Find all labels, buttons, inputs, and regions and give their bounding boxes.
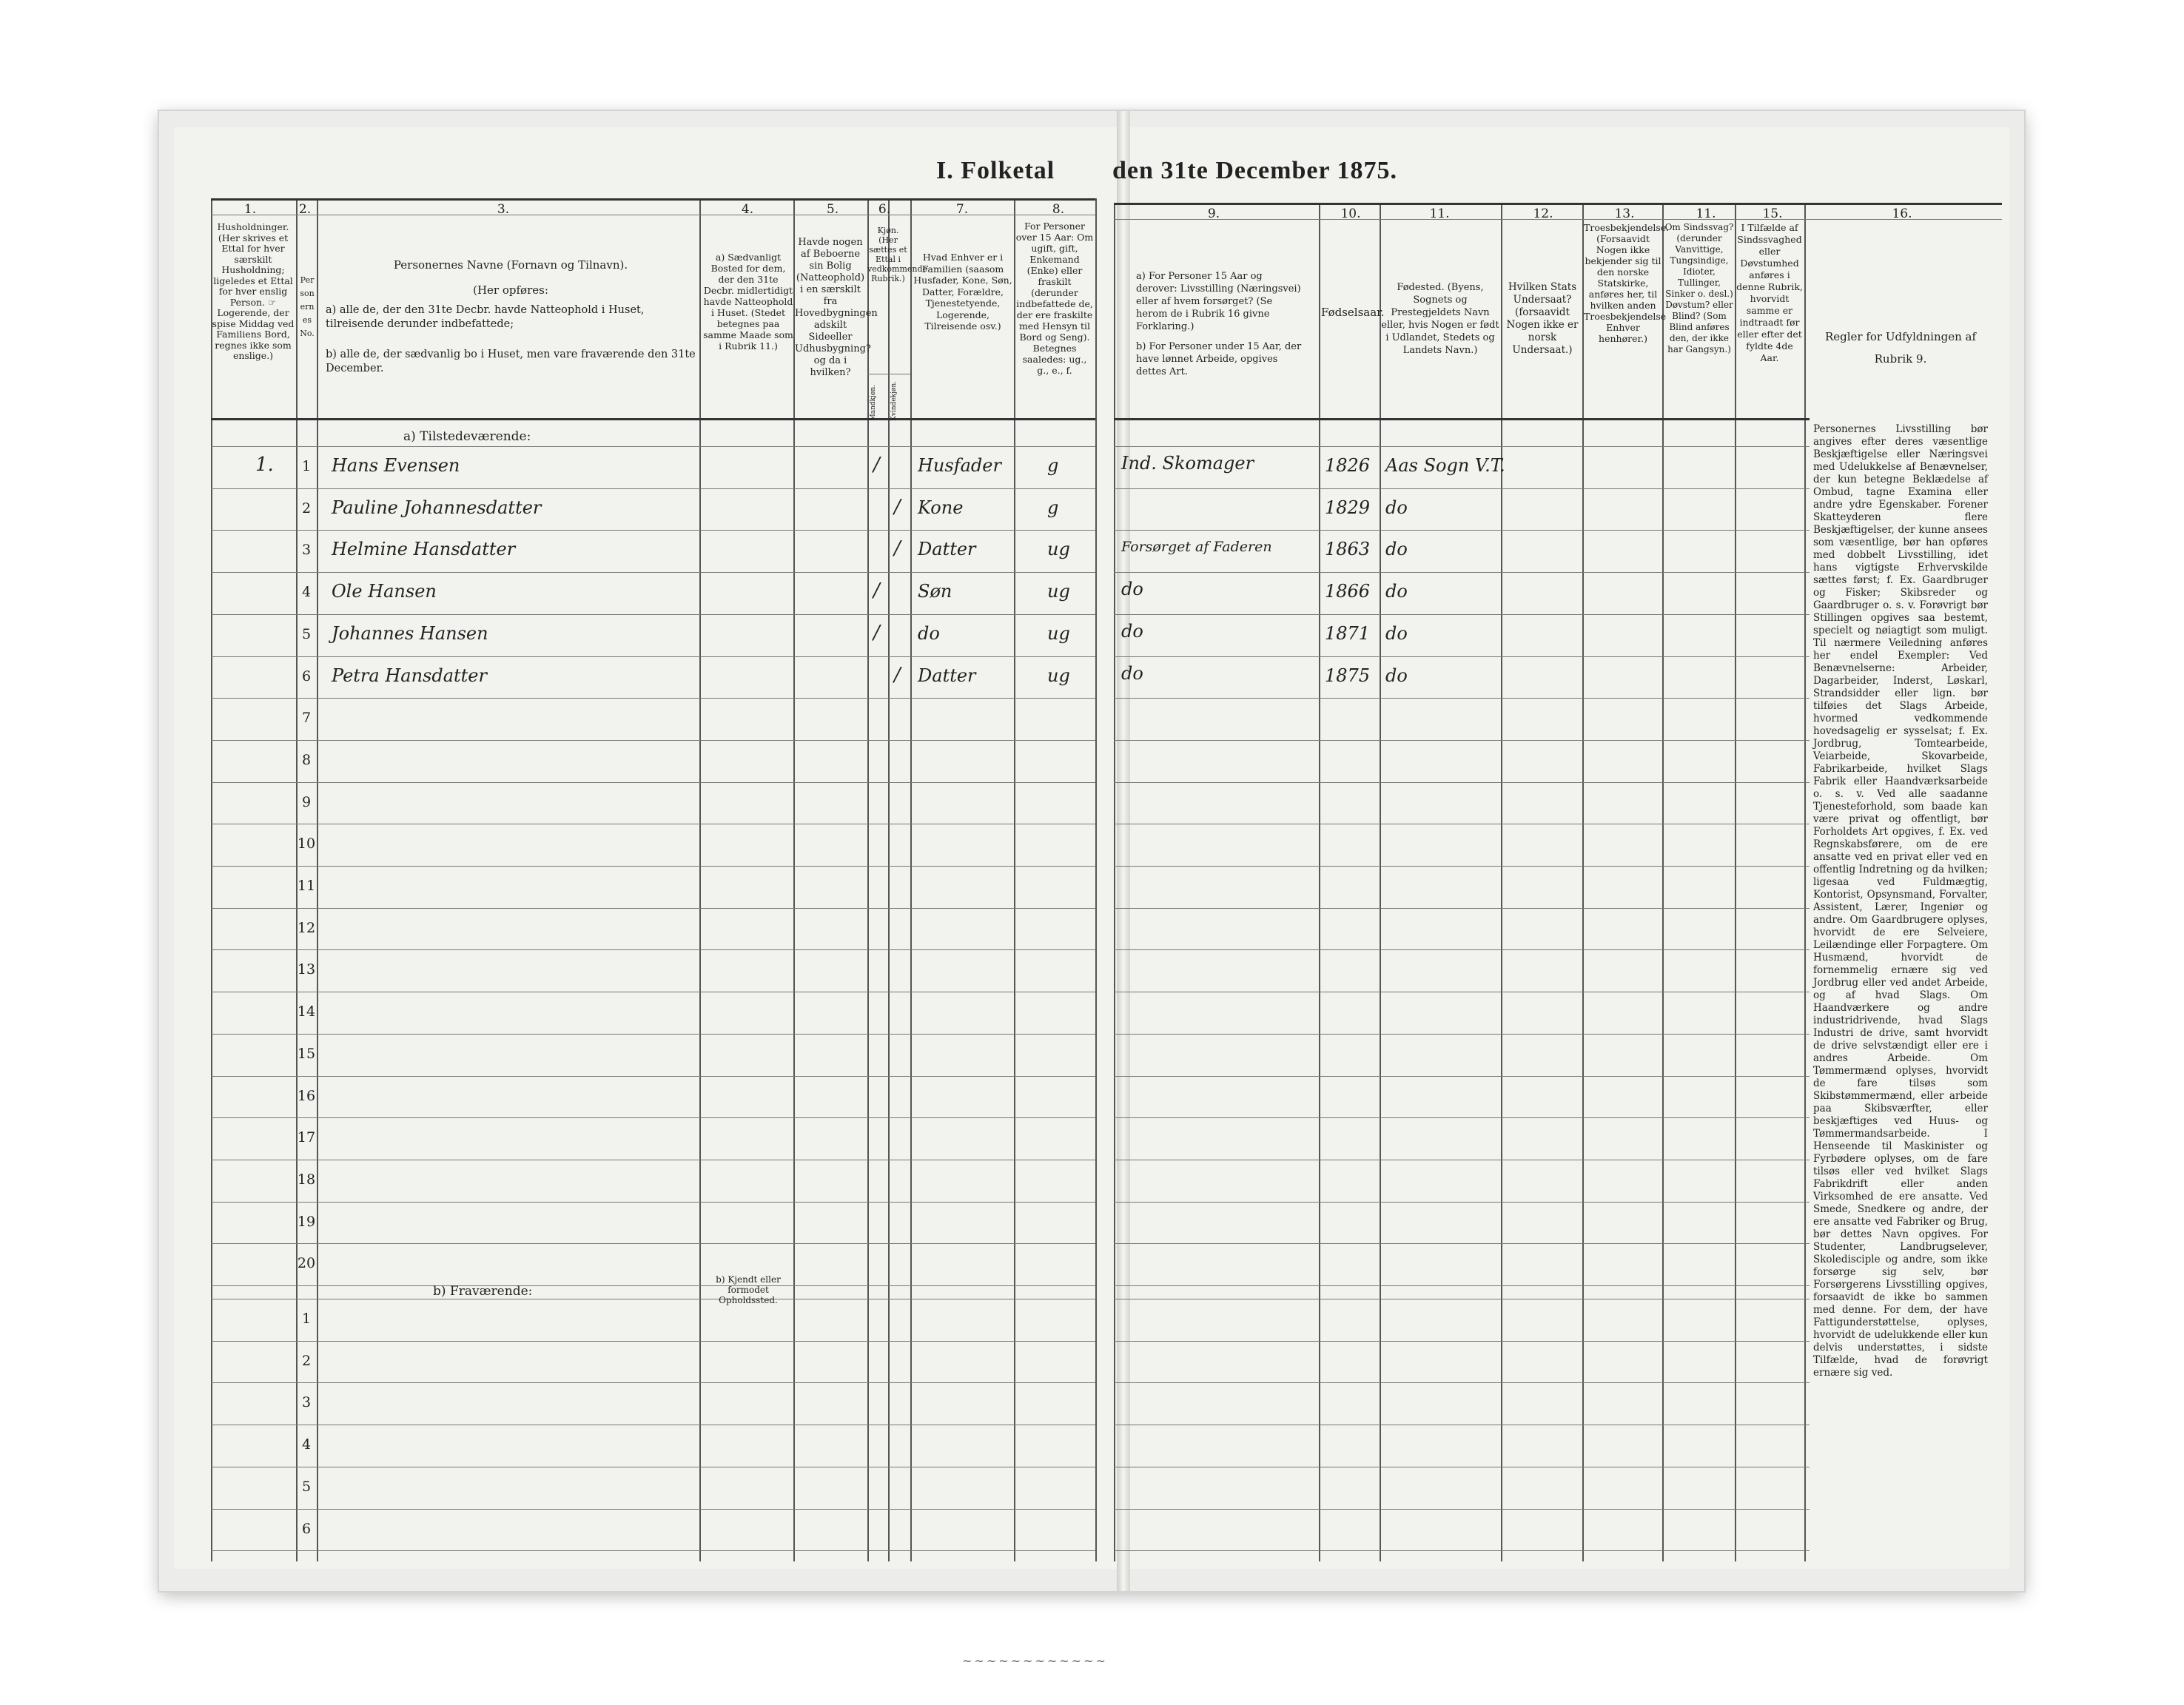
row-rule <box>211 1202 1095 1203</box>
header-birth-year: Fødselsaar. <box>1321 306 1385 319</box>
family-relation: Datter <box>918 539 976 559</box>
colnum-10: 10. <box>1340 206 1361 221</box>
row-number: 16 <box>297 1087 316 1104</box>
row-number: 15 <box>297 1045 316 1062</box>
sex-female-mark: / <box>894 664 901 686</box>
row-number: 7 <box>301 710 312 727</box>
birth-year: 1866 <box>1325 581 1371 602</box>
civil-status: ug <box>1047 665 1070 686</box>
row-rule <box>1114 1341 1810 1342</box>
header-civil-status: For Personer over 15 Aar: Om ugift, gift, Enkemand (Enke) eller fraskilt (derunder indbefattede de, der ere fraskilte med Hensyn til Bord og Seng). Betegnes saaledes: ug., g., e., f. <box>1015 221 1094 376</box>
colnum-11: 11. <box>1429 206 1450 221</box>
section-present: a) Tilstedeværende: <box>403 429 531 444</box>
birth-year: 1863 <box>1325 539 1371 559</box>
row-number: 18 <box>297 1171 316 1188</box>
colnum-8: 8. <box>1052 202 1065 217</box>
column-rule <box>1114 203 1115 1561</box>
row-number: 2 <box>301 500 312 517</box>
colnum-7: 7. <box>955 202 969 217</box>
row-rule <box>1114 446 1810 447</box>
row-rule <box>211 572 1095 573</box>
colnum-14: 11. <box>1696 206 1716 221</box>
row-number: 6 <box>301 1520 312 1537</box>
occupation: do <box>1121 663 1143 684</box>
row-number: 3 <box>301 1394 312 1411</box>
birth-year: 1875 <box>1325 665 1371 686</box>
colnum-5: 5. <box>826 202 839 217</box>
instructions-text: Personernes Livsstilling bør angives efter deres væsentlige Beskjæftigelse eller Næringsvei med Udelukkelse af Benævnelser, der kun betegne Beklædelse af Ombud, tagne Examina eller andre ydre Egenskaber. Forener Skatteyderen flere Beskjæftigelser, der kunne ansees som væsentlige, bør han opføres med dobbelt Livsstilling, idet hans vigtigste Erhvervskilde sættes først; f. Ex. Gaardbruger og Fisker; Skibsreder og Gaardbruger o. s. v. Forøvrigt bør Stillingen opgives saa bestemt, specielt og nøiagtigt som muligt. Til nærmere Veiledning anføres her endel Exempler: Ved Benævnelserne: Arbeider, Dagarbeider, Inderst, Løskarl, Strandsidder eller lign. bør tilføies det Slags Arbeide, hvormed vedkommende hovedsagelig er sysselsat; f. Ex. Jordbrug, Tomtearbeide, Veiarbeide, Skovarbeide, Fabrikarbeide, hvilket Slags Fabrik eller Haandværksarbeide o. s. v. Ved alle saadanne Tjenesteforhold, som baade kan være privat og offentligt, bør Forholdets Art opgives, f. Ex. ved Regnskabsførere, om de ere ansatte ved en privat eller ved en offentlig Indretning og da hvilken; ligesaa ved Fuldmægtig, Kontorist, Opsynsmand, Forvalter, Assistent, Lærer, Ingeniør og andre. Om Gaardbrugere oplyses, hvorvidt de ere Selveiere, Leilændinge eller Forpagtere. Om Husmænd, hvorvidt de fornemmelig ernære sig ved Jordbrug eller ved andet Arbeide, og af hvad Slags. Om Haandværkere og andre industridrivende, hvad Slags Industri de drive, samt hvorvidt de drive selvstændigt eller ere i andres Arbeide. Om Tømmermænd oplyses, hvorvidt de fare tilsøs som Skibstømmermænd, eller arbeide paa Skibsværfter, eller beskjæftiges ved Huus- og Tømmermandsarbeide. I Henseende til Maskinister og Fyrbødere oplyses, om de fare tilsøs eller ved hvilket Slags Fabrikdrift eller anden Virksomhed de ere ansatte. Ved Smede, Snedkere og andre, der ere ansatte ved Fabriker og Brug, bør dettes Navn opgives. For Studenter, Landbrugselever, Skoledisciple og andre, som ikke forsørge sig selv, bør Forsørgerens Livsstilling opgives, forsaavidt de ikke bo sammen med denne. For dem, der have Fattigunderstøttelse, oplyses, hvorvidt de udelukkende eller kun delvis understøttes, i sidste Tilfælde, hvad de forøvrigt ernære sig ved. <box>1813 423 1988 1379</box>
row-number: 4 <box>301 584 312 601</box>
row-rule <box>1114 1550 1810 1551</box>
civil-status: ug <box>1047 581 1070 602</box>
row-rule <box>211 866 1095 867</box>
header-disability: Om Sindssvag? (derunder Vanvittige, Tungsindige, Idioter, Tullinger, Sinker o. desl.) Døvstum? eller Blind? (Som Blind anføres den, der ikke har Gangsyn.) <box>1664 222 1734 354</box>
colnum-1: 1. <box>243 202 257 217</box>
header-sex-female: Kvindekjøn. <box>890 381 898 421</box>
header-names-sub: (Her opføres: <box>473 283 548 297</box>
birthplace: do <box>1385 623 1408 644</box>
header-households: Husholdninger. (Her skrives et Ettal for hver særskilt Husholdning; ligeledes et Ettal for hver enslig Person. ☞ Logerende, der spise Middag ved Familiens Bord, regnes ikke som enslige.) <box>212 221 295 361</box>
row-rule <box>1114 1076 1810 1077</box>
colnum-12: 12. <box>1533 206 1553 221</box>
row-rule <box>1114 1382 1810 1383</box>
header-sex-male: Mandkjøn. <box>870 385 877 421</box>
header-names-title: Personernes Navne (Fornavn og Tilnavn). <box>393 258 628 272</box>
header-residence: a) Sædvanligt Bosted for dem, der den 31te Decbr. midlertidigt havde Natteophold i Huset. (Stedet betegnes paa samme Maade som i Rubrik 11.) <box>703 252 793 352</box>
top-rule <box>211 198 1095 201</box>
top-rule <box>1114 203 2002 205</box>
title-right: den 31te December 1875. <box>1112 157 1397 184</box>
header-outbuilding: Havde nogen af Beboerne sin Bolig (Natteophold) i en særskilt fra Hovedbygningen adskilt Sideeller Udhusbygning? og da i hvilken? <box>795 237 878 378</box>
colnum-16: 16. <box>1892 206 1912 221</box>
column-rule <box>1319 203 1320 1561</box>
row-rule <box>211 782 1095 783</box>
row-rule <box>1114 908 1810 909</box>
civil-status: ug <box>1047 539 1070 559</box>
row-number: 1 <box>301 1311 312 1327</box>
row-number: 19 <box>297 1213 316 1230</box>
row-rule <box>211 614 1095 615</box>
sex-female-mark: / <box>894 537 901 559</box>
row-rule <box>1114 866 1810 867</box>
row-rule <box>211 530 1095 531</box>
row-rule <box>211 698 1095 699</box>
row-rule <box>1114 1285 1810 1286</box>
row-number: 5 <box>301 1478 312 1495</box>
birth-year: 1826 <box>1325 455 1371 476</box>
row-number: 4 <box>301 1436 312 1453</box>
birthplace: do <box>1385 665 1408 686</box>
occupation: Forsørget af Faderen <box>1121 539 1272 555</box>
header-religion: Troesbekjendelse. (Forsaavidt Nogen ikke bekjender sig til den norske Statskirke, anføres her, til hvilken anden Troesbekjendelse Enhver henhører.) <box>1584 222 1670 344</box>
header-bottom-rule <box>1114 418 1810 420</box>
household-count: 1. <box>255 454 274 476</box>
civil-status: g <box>1047 455 1059 476</box>
person-name: Johannes Hansen <box>332 623 488 644</box>
person-name: Helmine Hansdatter <box>332 539 516 559</box>
row-rule <box>211 488 1095 489</box>
row-rule <box>211 1117 1095 1118</box>
family-relation: Søn <box>918 581 952 602</box>
occupation: do <box>1121 579 1143 599</box>
header-names-b: b) alle de, der sædvanlig bo i Huset, men vare fraværende den 31te December. <box>326 349 696 374</box>
row-rule <box>1114 1243 1810 1244</box>
header-rules: Regler for Udfyldningen af Rubrik 9. <box>1824 330 1977 366</box>
column-rule <box>1380 203 1381 1561</box>
page-fold <box>1117 111 1130 1591</box>
row-rule <box>211 1034 1095 1035</box>
row-number: 11 <box>297 878 316 894</box>
sex-male-mark: / <box>873 622 880 644</box>
row-rule <box>211 740 1095 741</box>
family-relation: do <box>918 623 940 644</box>
bottom-mark: ~~~~~~~~~~~~ <box>962 1654 1108 1668</box>
column-rule <box>1501 203 1502 1561</box>
colnum-13: 13. <box>1614 206 1635 221</box>
person-name: Pauline Johannesdatter <box>332 497 542 518</box>
colnum-2: 2. <box>298 202 312 217</box>
birthplace: Aas Sogn V.T. <box>1385 455 1505 476</box>
row-rule <box>211 1076 1095 1077</box>
header-person-no: Personernes No. <box>300 275 315 338</box>
header-birthplace: Fødested. (Byens, Sognets og Prestegjeldets Navn eller, hvis Nogen er født i Udlandet, Stedets og Landets Navn.) <box>1381 282 1499 356</box>
civil-status: g <box>1047 497 1059 518</box>
row-rule <box>1114 1034 1810 1035</box>
row-rule <box>211 949 1095 950</box>
person-name: Ole Hansen <box>332 581 437 602</box>
person-name: Petra Hansdatter <box>332 665 487 686</box>
header-onset: I Tilfælde af Sindssvaghed eller Døvstumhed anføres i denne Rubrik, hvorvidt samme er indtraadt før eller efter det fyldte 4de Aar. <box>1736 222 1803 363</box>
row-rule <box>1114 1509 1810 1510</box>
row-rule <box>1114 1202 1810 1203</box>
row-rule <box>211 446 1095 447</box>
row-number: 17 <box>297 1129 316 1146</box>
column-rule <box>699 198 701 1561</box>
row-rule <box>211 1285 1095 1286</box>
absent-location-note: b) Kjendt eller formodet Opholdssted. <box>716 1274 781 1305</box>
row-rule <box>1114 530 1810 531</box>
birthplace: do <box>1385 581 1408 602</box>
row-number: 20 <box>297 1255 316 1272</box>
row-rule <box>1114 1117 1810 1118</box>
row-rule <box>1114 782 1810 783</box>
birthplace: do <box>1385 497 1408 518</box>
row-number: 10 <box>297 835 316 852</box>
header-sex: Kjøn. (Her sættes et Ettal i vedkommende Rubrik.) <box>867 226 928 283</box>
row-number: 8 <box>301 751 312 768</box>
row-rule <box>211 656 1095 657</box>
row-rule <box>211 908 1095 909</box>
row-number: 1 <box>301 458 312 474</box>
birth-year: 1871 <box>1325 623 1371 644</box>
colnum-6: 6. <box>878 202 891 217</box>
row-number: 14 <box>297 1003 316 1020</box>
row-rule <box>1114 572 1810 573</box>
column-rule <box>867 198 869 1561</box>
row-rule <box>211 1550 1095 1551</box>
row-rule <box>211 1382 1095 1383</box>
colnum-3: 3. <box>497 202 510 217</box>
row-rule <box>1114 949 1810 950</box>
family-relation: Datter <box>918 665 976 686</box>
row-rule <box>211 1243 1095 1244</box>
title-left: I. Folketal <box>936 157 1055 184</box>
row-rule <box>1114 698 1810 699</box>
occupation: do <box>1121 621 1143 642</box>
civil-status: ug <box>1047 623 1070 644</box>
row-rule <box>1114 656 1810 657</box>
row-number: 5 <box>301 625 312 642</box>
header-relation: Hvad Enhver er i Familien (saasom Husfader, Kone, Søn, Datter, Forældre, Tjenestetyende, Logerende, Tilreisende osv.) <box>913 252 1012 332</box>
header-names-a: a) alle de, der den 31te Decbr. havde Natteophold i Huset, tilreisende derunder indbefattede; <box>326 304 645 330</box>
colnum-4: 4. <box>741 202 754 217</box>
colnum-15: 15. <box>1762 206 1783 221</box>
family-relation: Husfader <box>918 455 1001 476</box>
row-number: 3 <box>301 542 312 559</box>
header-bottom-rule <box>211 418 1095 420</box>
header-occupation-b: b) For Personer under 15 Aar, der have lønnet Arbeide, opgives dettes Art. <box>1136 341 1302 377</box>
sex-male-mark: / <box>873 579 880 602</box>
row-rule <box>211 1509 1095 1510</box>
sex-male-mark: / <box>873 454 880 476</box>
row-number: 9 <box>301 793 312 810</box>
family-relation: Kone <box>918 497 964 518</box>
header-citizenship: Hvilken Stats Undersaat? (forsaavidt Nogen ikke er norsk Undersaat.) <box>1506 281 1579 356</box>
birthplace: do <box>1385 539 1408 559</box>
row-rule <box>1114 740 1810 741</box>
column-rule <box>1095 198 1097 1561</box>
section-absent: b) Fraværende: <box>433 1284 533 1299</box>
row-number: 13 <box>297 961 316 978</box>
row-rule <box>1114 488 1810 489</box>
row-number: 6 <box>301 667 312 685</box>
header-occupation-a: a) For Personer 15 Aar og derover: Livsstilling (Næringsvei) eller af hvem forsørget? (Se herom de i Rubrik 16 givne Forklaring.) <box>1136 271 1301 332</box>
colnum-9: 9. <box>1207 206 1220 221</box>
row-number: 2 <box>301 1352 312 1369</box>
row-number: 12 <box>297 919 316 936</box>
row-rule <box>211 1341 1095 1342</box>
occupation: Ind. Skomager <box>1121 453 1254 474</box>
birth-year: 1829 <box>1325 497 1371 518</box>
sex-female-mark: / <box>894 496 901 518</box>
row-rule <box>1114 614 1810 615</box>
column-rule <box>910 198 912 1561</box>
person-name: Hans Evensen <box>332 455 460 476</box>
column-rule <box>1804 203 1806 1561</box>
